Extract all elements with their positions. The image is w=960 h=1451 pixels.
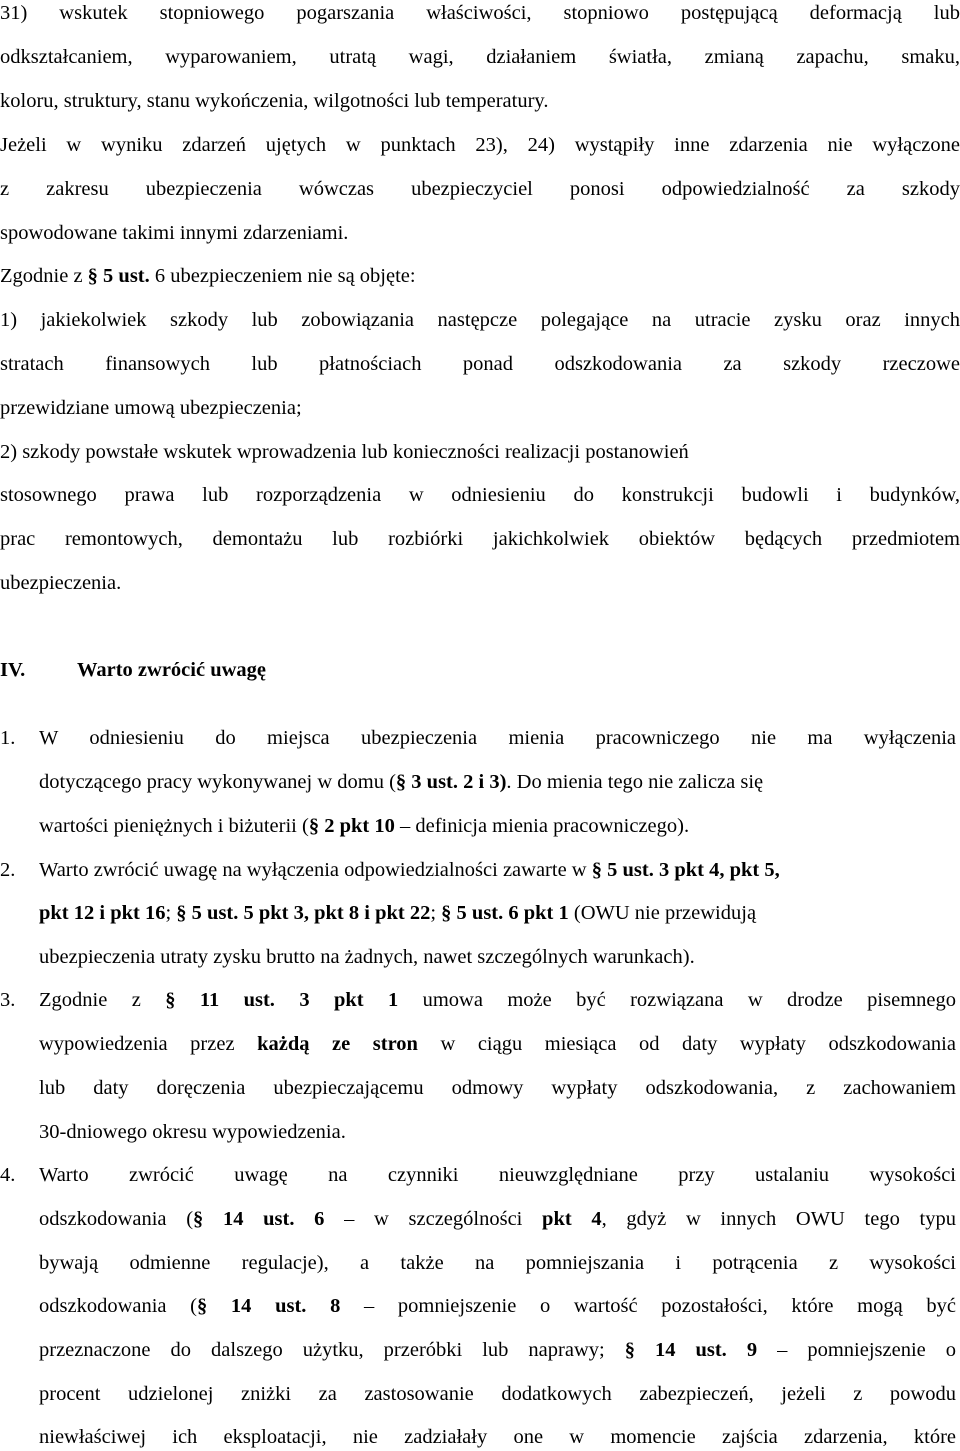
text-line: prac remontowych, demontażu lub rozbiórki jakichkolwiek obiektów będących przedmiotem xyxy=(0,528,960,550)
text-line: 30-dniowego okresu wypowiedzenia. xyxy=(39,1121,346,1143)
text-line: wypowiedzenia przez każdą ze stron w ciągu miesiąca od daty wypłaty odszkodowania xyxy=(39,1033,956,1055)
text-line: Warto zwrócić uwagę na wyłączenia odpowiedzialności zawarte w § 5 ust. 3 pkt 4, pkt 5, xyxy=(39,859,780,881)
list-number: 2. xyxy=(0,859,16,881)
list-number: 3. xyxy=(0,989,16,1011)
text-line: pkt 12 i pkt 16; § 5 ust. 5 pkt 3, pkt 8 i pkt 22; § 5 ust. 6 pkt 1 (OWU nie przewidują xyxy=(39,902,757,924)
text-line: niewłaściwej ich eksploatacji, nie zadziałały one w momencie zajścia zdarzenia, które xyxy=(39,1426,956,1448)
text-line: stratach finansowych lub płatnościach ponad odszkodowania za szkody rzeczowe xyxy=(0,353,960,375)
text-line: z zakresu ubezpieczenia wówczas ubezpieczyciel ponosi odpowiedzialność za szkody xyxy=(0,178,960,200)
text-line: 31) wskutek stopniowego pogarszania właściwości, stopniowo postępującą deformacją lub xyxy=(0,2,960,24)
text-line: W odniesieniu do miejsca ubezpieczenia mienia pracowniczego nie ma wyłączenia xyxy=(39,727,956,749)
text-line: dotyczącego pracy wykonywanej w domu (§ 3 ust. 2 i 3). Do mienia tego nie zalicza się xyxy=(39,771,764,793)
list-number: 4. xyxy=(0,1164,16,1186)
text-line: ubezpieczenia. xyxy=(0,572,122,594)
text-line: procent udzielonej zniżki za zastosowanie dodatkowych zabezpieczeń, jeżeli z powodu xyxy=(39,1383,956,1405)
text-line: wartości pieniężnych i biżuterii (§ 2 pkt 10 – definicja mienia pracowniczego). xyxy=(39,815,690,837)
text-line: odszkodowania (§ 14 ust. 8 – pomniejszenie o wartość pozostałości, które mogą być xyxy=(39,1295,956,1317)
text-line: 1) jakiekolwiek szkody lub zobowiązania następcze polegające na utracie zysku oraz innych xyxy=(0,309,960,331)
text-line: przewidziane umową ubezpieczenia; xyxy=(0,397,302,419)
text-line: stosownego prawa lub rozporządzenia w odniesieniu do konstrukcji budowli i budynków, xyxy=(0,484,960,506)
text-line: koloru, struktury, stanu wykończenia, wilgotności lub temperatury. xyxy=(0,90,549,112)
text-line: przeznaczone do dalszego użytku, przeróbki lub naprawy; § 14 ust. 9 – pomniejszenie o xyxy=(39,1339,956,1361)
text-line: odkształcaniem, wyparowaniem, utratą wagi, działaniem światła, zmianą zapachu, smaku, xyxy=(0,46,960,68)
text-line: lub daty doręczenia ubezpieczającemu odmowy wypłaty odszkodowania, z zachowaniem xyxy=(39,1077,956,1099)
text-line: Jeżeli w wyniku zdarzeń ujętych w punktach 23), 24) wystąpiły inne zdarzenia nie wyłączone xyxy=(0,134,960,156)
text-line: Warto zwrócić uwagę na czynniki nieuwzględniane przy ustalaniu wysokości xyxy=(39,1164,956,1186)
text-line: spowodowane takimi innymi zdarzeniami. xyxy=(0,222,349,244)
text-line: odszkodowania (§ 14 ust. 6 – w szczególności pkt 4, gdyż w innych OWU tego typu xyxy=(39,1208,956,1230)
text-line: Zgodnie z § 11 ust. 3 pkt 1 umowa może być rozwiązana w drodze pisemnego xyxy=(39,989,956,1011)
section-title: Warto zwrócić uwagę xyxy=(77,659,266,681)
text-line: 2) szkody powstałe wskutek wprowadzenia lub konieczności realizacji postanowień xyxy=(0,441,689,463)
list-number: 1. xyxy=(0,727,16,749)
text-line: bywają odmienne regulacje), a także na pomniejszania i potrącenia z wysokości xyxy=(39,1252,956,1274)
section-number: IV. xyxy=(0,659,26,681)
section-heading xyxy=(0,657,960,683)
text-line: ubezpieczenia utraty zysku brutto na żadnych, nawet szczególnych warunkach). xyxy=(39,946,695,968)
text-line: Zgodnie z § 5 ust. 6 ubezpieczeniem nie są objęte: xyxy=(0,265,416,287)
